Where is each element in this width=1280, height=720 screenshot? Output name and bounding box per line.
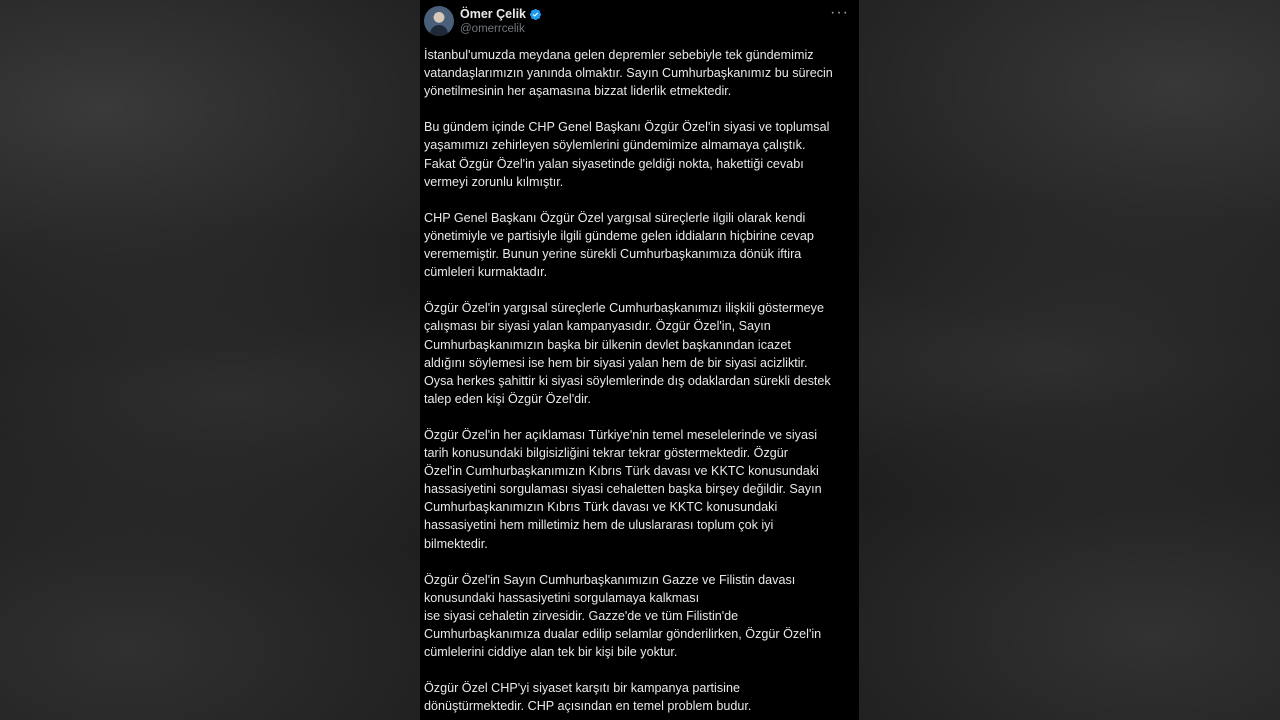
tweet-text-line: Cumhurbaşkanımıza dualar edilip selamlar gönderilirken, Özgür Özel'in	[424, 627, 822, 641]
tweet-text-line: CHP Genel Başkanı Özgür Özel yargısal süreçlerle ilgili olarak kendi	[424, 210, 806, 225]
tweet-text-line: konusundaki hassasiyetini sorgulamaya kalkması	[424, 590, 700, 605]
tweet-text-line: çalışması bir siyasi yalan kampanyasıdır. Özgür Özel'in, Sayın	[424, 319, 771, 334]
tweet-text-line: yönetimiyle ve partisiyle ilgili gündeme gelen iddiaların hiçbirine cevap	[424, 228, 814, 243]
verified-badge-icon	[529, 8, 542, 21]
tweet-text-line: ise siyasi cehaletin zirvesidir. Gazze'de ve tüm Filistin'de	[424, 608, 739, 623]
tweet-text-line: talep eden kişi Özgür Özel'dir.	[424, 391, 591, 406]
tweet-text-line: Cumhurbaşkanımızın başka bir ülkenin devlet başkanından icazet	[424, 337, 791, 352]
tweet-text-line: hassasiyetini sorgulaması siyasi cehaletten başka birşey değildir. Sayın	[424, 482, 822, 497]
avatar-figure	[430, 25, 448, 36]
author-display-name[interactable]: Ömer Çelik	[460, 7, 527, 21]
tweet-header	[420, 0, 859, 44]
tweet-text-line: Özgür Özel CHP'yi siyaset karşıtı bir kampanya partisine	[424, 681, 740, 696]
tweet-paragraph	[424, 571, 856, 661]
tweet-text-line: Fakat Özgür Özel'in yalan siyasetinde geldiği nokta, hakettiği cevabı	[424, 156, 804, 171]
author-avatar[interactable]	[424, 6, 454, 36]
tweet-text-line: dönüştürmektedir. CHP açısından en temel problem budur.	[424, 699, 752, 714]
tweet-text-line: Özgür Özel'in her açıklaması Türkiye'nin temel meselelerinde ve siyasi	[424, 427, 818, 442]
tweet-paragraph	[424, 299, 856, 408]
tweet-paragraph	[424, 426, 856, 553]
tweet-card	[420, 0, 859, 720]
tweet-paragraph	[424, 209, 856, 281]
tweet-text-line: yaşamımızı zehirleyen söylemlerini gündemimize almamaya çalıştık.	[424, 138, 806, 153]
tweet-text-line: aldığını söylemesi ise hem bir siyasi yalan hem de bir siyasi acizliktir.	[424, 355, 808, 370]
author-handle[interactable]: @omerrcelik	[460, 23, 525, 35]
tweet-text-line: Özgür Özel'in Sayın Cumhurbaşkanımızın Gazze ve Filistin davası	[424, 572, 796, 587]
tweet-text-line: Özel'in Cumhurbaşkanımızın Kıbrıs Türk davası ve KKTC konusundaki	[424, 464, 819, 479]
tweet-text-line: Özgür Özel'in yargısal süreçlerle Cumhurbaşkanımızı ilişkili göstermeye	[424, 301, 824, 316]
tweet-text-line: vatandaşlarımızın yanında olmaktır. Sayın Cumhurbaşkanımız bu sürecin	[424, 66, 833, 81]
tweet-paragraph	[424, 679, 856, 715]
tweet-text-line: verememiştir. Bunun yerine sürekli Cumhurbaşkanımıza dönük iftira	[424, 247, 802, 262]
tweet-paragraph	[424, 118, 856, 190]
tweet-text-line: cümlelerini ciddiye alan tek bir kişi bile yoktur.	[424, 645, 678, 660]
tweet-text-line: Oysa herkes şahittir ki siyasi söylemlerinde dış odaklardan sürekli destek	[424, 373, 831, 388]
tweet-text-line: Bu gündem içinde CHP Genel Başkanı Özgür Özel'in siyasi ve toplumsal	[424, 120, 830, 135]
tweet-paragraph	[424, 46, 856, 100]
tweet-text-line: Cumhurbaşkanımızın Kıbrıs Türk davası ve KKTC konusundaki	[424, 500, 778, 515]
tweet-text-line: cümleleri kurmaktadır.	[424, 265, 548, 280]
author-name-row	[460, 7, 542, 21]
tweet-text-line: İstanbul'umuzda meydana gelen depremler sebebiyle tek gündemimiz	[424, 48, 814, 62]
tweet-text-line: tarih konusundaki bilgisizliğini tekrar tekrar göstermektedir. Özgür	[424, 446, 788, 461]
tweet-text-line: yönetilmesinin her aşamasına bizzat liderlik etmektedir.	[424, 84, 732, 99]
tweet-text-line: bilmektedir.	[424, 536, 488, 551]
tweet-text-line: hassasiyetini hem milletimiz hem de uluslararası toplum çok iyi	[424, 518, 774, 533]
tweet-text-line: vermeyi zorunlu kılmıştır.	[424, 174, 564, 189]
more-options-icon[interactable]: ···	[830, 4, 849, 21]
tweet-text	[424, 46, 856, 720]
